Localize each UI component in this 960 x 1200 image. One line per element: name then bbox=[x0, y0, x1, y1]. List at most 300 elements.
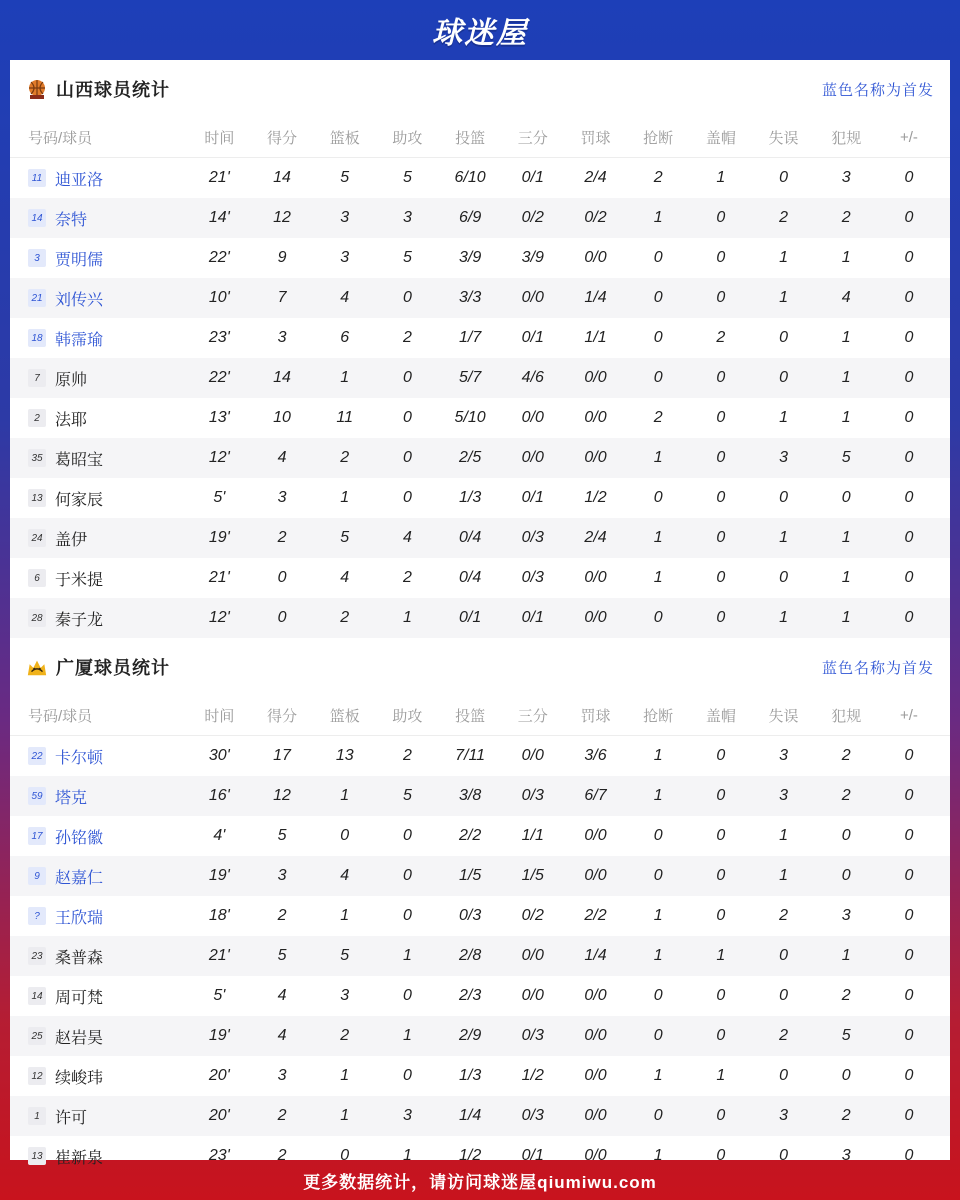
stat-cell: 2 bbox=[716, 329, 726, 346]
col-header: +/- bbox=[899, 129, 918, 146]
starter-note: 蓝色名称为首发 bbox=[821, 81, 934, 99]
stat-cell: 5 bbox=[340, 169, 350, 186]
player-cell bbox=[10, 447, 188, 470]
col-header: 篮板 bbox=[329, 130, 360, 147]
jersey-number-badge: 6 bbox=[28, 569, 46, 587]
jersey-number-badge: 2 bbox=[28, 409, 46, 427]
stat-cell: 4' bbox=[213, 827, 226, 844]
stat-cell: 0 bbox=[779, 569, 788, 586]
stat-cell: 0/3 bbox=[521, 569, 544, 586]
stat-cell: 0 bbox=[402, 369, 412, 386]
stat-cell: 10' bbox=[208, 289, 230, 306]
stat-cell: 2/2 bbox=[458, 827, 482, 844]
player-cell bbox=[10, 905, 188, 928]
stat-cell: 2 bbox=[277, 907, 287, 924]
stat-cell: 0 bbox=[904, 609, 914, 626]
stat-cell: 21' bbox=[208, 569, 230, 586]
stat-cell: 18' bbox=[208, 907, 230, 924]
stat-cell: 3 bbox=[779, 747, 788, 764]
jersey-number-badge: 3 bbox=[28, 249, 46, 267]
col-header: +/- bbox=[899, 707, 918, 724]
stat-cell: 0 bbox=[716, 1107, 726, 1124]
stat-cell: 2 bbox=[779, 1027, 788, 1044]
table-row[interactable] bbox=[10, 558, 950, 598]
stat-cell: 2 bbox=[340, 609, 350, 626]
stat-cell: 2/5 bbox=[458, 449, 482, 466]
stat-cell: 2 bbox=[653, 169, 663, 186]
stat-cell: 1/3 bbox=[458, 1067, 482, 1084]
stat-cell: 2 bbox=[340, 449, 350, 466]
stat-cell: 3 bbox=[779, 787, 788, 804]
player-cell bbox=[10, 1025, 188, 1048]
jersey-number-badge: 35 bbox=[28, 449, 46, 467]
stat-cell: 1 bbox=[653, 747, 663, 764]
player-name[interactable]: 盖伊 bbox=[55, 531, 88, 549]
table-row[interactable] bbox=[10, 318, 950, 358]
stat-cell: 0 bbox=[340, 827, 350, 844]
stat-cell: 0 bbox=[277, 609, 287, 626]
col-header: 得分 bbox=[267, 708, 298, 725]
section-header bbox=[10, 638, 950, 696]
stat-cell: 1/1 bbox=[584, 329, 607, 346]
stat-cell: 0/0 bbox=[584, 1107, 607, 1124]
stat-cell: 0 bbox=[841, 827, 851, 844]
stat-cell: 4 bbox=[277, 1027, 287, 1044]
stat-cell: 3 bbox=[277, 489, 287, 506]
stat-cell: 4 bbox=[340, 569, 350, 586]
stat-cell: 3 bbox=[340, 209, 350, 226]
stat-cell: 5 bbox=[841, 449, 851, 466]
stat-cell: 0 bbox=[716, 529, 726, 546]
table-row[interactable] bbox=[10, 398, 950, 438]
stat-cell: 1/2 bbox=[584, 489, 607, 506]
stat-cell: 0 bbox=[904, 369, 914, 386]
player-cell bbox=[10, 945, 188, 968]
table-header bbox=[10, 118, 950, 158]
stat-cell: 0/1 bbox=[521, 169, 544, 186]
col-header: 罚球 bbox=[580, 130, 611, 147]
stat-cell: 0 bbox=[402, 1067, 412, 1084]
player-name[interactable]: 何家辰 bbox=[55, 491, 104, 509]
table-row[interactable] bbox=[10, 598, 950, 638]
stat-cell: 0 bbox=[904, 409, 914, 426]
stat-cell: 2 bbox=[841, 209, 851, 226]
jersey-number-badge: 13 bbox=[28, 489, 46, 507]
stat-cell: 0 bbox=[716, 907, 726, 924]
stat-cell: 0/0 bbox=[521, 987, 544, 1004]
table-row[interactable] bbox=[10, 278, 950, 318]
stat-cell: 0 bbox=[653, 329, 663, 346]
stat-cell: 0 bbox=[653, 1107, 663, 1124]
stat-cell: 3 bbox=[841, 1147, 851, 1164]
stat-cell: 4 bbox=[402, 529, 412, 546]
stat-cell: 2/3 bbox=[458, 987, 482, 1004]
stat-cell: 9 bbox=[277, 249, 287, 266]
stat-cell: 0/0 bbox=[584, 1027, 607, 1044]
stat-cell: 0 bbox=[904, 329, 914, 346]
stat-cell: 3 bbox=[340, 987, 350, 1004]
stat-cell: 5 bbox=[402, 249, 412, 266]
stat-cell: 0 bbox=[904, 827, 914, 844]
player-name[interactable]: 韩霈瑜 bbox=[55, 331, 104, 349]
stat-cell: 0 bbox=[402, 867, 412, 884]
stat-cell: 0 bbox=[716, 987, 726, 1004]
stat-cell: 0 bbox=[904, 1147, 914, 1164]
jersey-number-badge: 11 bbox=[28, 169, 46, 187]
stat-cell: 0 bbox=[779, 1067, 788, 1084]
player-name[interactable]: 崔新泉 bbox=[55, 1149, 104, 1167]
player-name[interactable]: 葛昭宝 bbox=[55, 451, 104, 469]
stat-cell: 0/1 bbox=[521, 1147, 544, 1164]
jersey-number-badge: 14 bbox=[28, 987, 46, 1005]
stat-cell: 6 bbox=[340, 329, 350, 346]
stat-cell: 0 bbox=[653, 1027, 663, 1044]
stat-cell: 1/4 bbox=[584, 947, 607, 964]
stat-cell: 0/2 bbox=[521, 209, 544, 226]
stat-cell: 0 bbox=[841, 1067, 851, 1084]
stat-cell: 0 bbox=[904, 747, 914, 764]
stat-cell: 0 bbox=[904, 169, 914, 186]
col-header: 抢断 bbox=[643, 708, 674, 725]
table-row[interactable] bbox=[10, 478, 950, 518]
stat-cell: 3 bbox=[402, 1107, 412, 1124]
stat-cell: 19' bbox=[208, 867, 230, 884]
stat-cell: 5/10 bbox=[454, 409, 486, 426]
stat-cell: 1 bbox=[340, 1107, 350, 1124]
table-row[interactable] bbox=[10, 936, 950, 976]
stat-cell: 0/4 bbox=[458, 569, 482, 586]
stat-cell: 1 bbox=[716, 947, 726, 964]
stat-cell: 1 bbox=[402, 947, 412, 964]
stat-cell: 2/4 bbox=[584, 169, 607, 186]
player-cell bbox=[10, 567, 188, 590]
stat-cell: 0 bbox=[904, 947, 914, 964]
stat-cell: 0 bbox=[779, 329, 788, 346]
stat-cell: 0/0 bbox=[584, 867, 607, 884]
stat-cell: 0 bbox=[653, 289, 663, 306]
stat-cell: 0 bbox=[904, 907, 914, 924]
player-name[interactable]: 法耶 bbox=[55, 411, 88, 429]
stat-cell: 4 bbox=[277, 987, 287, 1004]
stat-cell: 2/9 bbox=[458, 1027, 482, 1044]
stat-cell: 0 bbox=[402, 907, 412, 924]
stat-cell: 0 bbox=[779, 1147, 788, 1164]
col-header: 三分 bbox=[517, 708, 548, 725]
stat-cell: 3 bbox=[779, 1107, 788, 1124]
jersey-number-badge: 21 bbox=[28, 289, 46, 307]
stat-cell: 0 bbox=[904, 1027, 914, 1044]
player-name[interactable]: 刘传兴 bbox=[55, 291, 104, 309]
stat-cell: 2 bbox=[841, 1107, 851, 1124]
stat-cell: 1/3 bbox=[458, 489, 482, 506]
table-row[interactable] bbox=[10, 736, 950, 776]
stat-cell: 5 bbox=[340, 947, 350, 964]
table-row[interactable] bbox=[10, 158, 950, 198]
jersey-number-badge: 23 bbox=[28, 947, 46, 965]
col-header-player: 号码/球员 bbox=[28, 130, 93, 147]
stat-cell: 0/0 bbox=[584, 609, 607, 626]
player-name[interactable]: 奈特 bbox=[55, 211, 88, 229]
stat-cell: 0/0 bbox=[584, 1067, 607, 1084]
stat-cell: 14' bbox=[208, 209, 230, 226]
team-section-shanxi bbox=[10, 60, 950, 638]
stat-cell: 0 bbox=[841, 489, 851, 506]
stat-cell: 20' bbox=[208, 1107, 230, 1124]
table-row[interactable] bbox=[10, 518, 950, 558]
stat-cell: 0 bbox=[904, 867, 914, 884]
stat-cell: 3 bbox=[779, 449, 788, 466]
stat-cell: 1 bbox=[841, 329, 851, 346]
stat-cell: 0/0 bbox=[521, 747, 544, 764]
player-cell bbox=[10, 407, 188, 430]
stat-cell: 1 bbox=[779, 867, 788, 884]
player-name[interactable]: 于米提 bbox=[55, 571, 104, 589]
stat-cell: 30' bbox=[208, 747, 230, 764]
player-name[interactable]: 塔克 bbox=[55, 789, 88, 807]
jersey-number-badge: 14 bbox=[28, 209, 46, 227]
stat-cell: 1/7 bbox=[458, 329, 482, 346]
stat-cell: 1 bbox=[841, 947, 851, 964]
table-row[interactable] bbox=[10, 896, 950, 936]
stat-cell: 12 bbox=[273, 209, 291, 226]
stat-cell: 0/0 bbox=[584, 249, 607, 266]
stat-cell: 1/4 bbox=[584, 289, 607, 306]
stat-cell: 0 bbox=[904, 529, 914, 546]
stat-cell: 10 bbox=[273, 409, 291, 426]
stat-cell: 3 bbox=[277, 1067, 287, 1084]
stat-cell: 3 bbox=[277, 329, 287, 346]
player-cell bbox=[10, 167, 188, 190]
stat-cell: 1 bbox=[340, 907, 350, 924]
stat-cell: 0/2 bbox=[521, 907, 544, 924]
stat-cell: 5 bbox=[402, 169, 412, 186]
table-row[interactable] bbox=[10, 1056, 950, 1096]
stat-cell: 3/6 bbox=[584, 747, 607, 764]
stat-cell: 0 bbox=[904, 569, 914, 586]
stat-cell: 1 bbox=[841, 569, 851, 586]
stat-cell: 0 bbox=[653, 987, 663, 1004]
stat-cell: 13 bbox=[335, 747, 354, 764]
stat-cell: 0/0 bbox=[521, 449, 544, 466]
stat-cell: 4 bbox=[340, 289, 350, 306]
player-name[interactable]: 周可梵 bbox=[55, 989, 104, 1007]
stat-cell: 0 bbox=[402, 449, 412, 466]
stat-cell: 0/0 bbox=[584, 1147, 607, 1164]
player-cell bbox=[10, 327, 188, 350]
stat-cell: 23' bbox=[208, 329, 230, 346]
stat-cell: 2/4 bbox=[584, 529, 607, 546]
stat-cell: 22' bbox=[208, 249, 230, 266]
col-header: 盖帽 bbox=[705, 708, 736, 725]
stat-cell: 5 bbox=[402, 787, 412, 804]
player-name[interactable]: 秦子龙 bbox=[55, 611, 104, 629]
player-name[interactable]: 卡尔顿 bbox=[55, 749, 104, 767]
player-name[interactable]: 桑普森 bbox=[55, 949, 104, 967]
col-header: 助攻 bbox=[392, 708, 423, 725]
stat-cell: 0 bbox=[716, 569, 726, 586]
stat-cell: 0/1 bbox=[521, 329, 544, 346]
stat-cell: 12 bbox=[273, 787, 291, 804]
jersey-number-badge: 13 bbox=[28, 1147, 46, 1165]
team-title: 山西球员统计 bbox=[56, 80, 170, 100]
stat-cell: 0 bbox=[716, 1147, 726, 1164]
table-row[interactable] bbox=[10, 358, 950, 398]
stat-cell: 3 bbox=[277, 867, 287, 884]
player-cell bbox=[10, 607, 188, 630]
stat-cell: 21' bbox=[208, 947, 230, 964]
stat-cell: 0 bbox=[716, 409, 726, 426]
table-row[interactable] bbox=[10, 816, 950, 856]
stat-cell: 1 bbox=[340, 489, 350, 506]
col-header: 篮板 bbox=[329, 708, 360, 725]
stat-cell: 1/2 bbox=[521, 1067, 544, 1084]
jersey-number-badge: 28 bbox=[28, 609, 46, 627]
stat-cell: 0 bbox=[904, 209, 914, 226]
stat-cell: 1 bbox=[779, 529, 788, 546]
player-rows bbox=[10, 736, 950, 1176]
stat-cell: 0/0 bbox=[521, 289, 544, 306]
table-row[interactable] bbox=[10, 1016, 950, 1056]
player-name[interactable]: 孙铭徽 bbox=[55, 829, 104, 847]
col-header: 得分 bbox=[267, 130, 298, 147]
stat-cell: 0 bbox=[716, 449, 726, 466]
stat-cell: 0 bbox=[340, 1147, 350, 1164]
stat-cell: 0 bbox=[653, 609, 663, 626]
stat-cell: 2 bbox=[277, 1107, 287, 1124]
stat-cell: 2 bbox=[841, 787, 851, 804]
brand-logo[interactable]: 球迷屋 bbox=[432, 17, 528, 50]
player-rows bbox=[10, 158, 950, 638]
guangsha-logo-icon bbox=[26, 656, 48, 678]
stat-cell: 2/8 bbox=[458, 947, 482, 964]
player-cell bbox=[10, 207, 188, 230]
col-header: 时间 bbox=[204, 708, 235, 725]
player-cell bbox=[10, 527, 188, 550]
brand-bar bbox=[0, 0, 960, 60]
stat-cell: 0/3 bbox=[521, 1107, 544, 1124]
table-row[interactable] bbox=[10, 856, 950, 896]
stat-cell: 21' bbox=[208, 169, 230, 186]
stat-cell: 0/0 bbox=[584, 827, 607, 844]
player-name[interactable]: 赵岩昊 bbox=[55, 1029, 104, 1047]
stat-cell: 2 bbox=[402, 747, 412, 764]
stat-cell: 0 bbox=[904, 787, 914, 804]
stat-cell: 1 bbox=[841, 529, 851, 546]
stat-cell: 1 bbox=[779, 249, 788, 266]
stat-cell: 1/5 bbox=[521, 867, 544, 884]
table-row[interactable] bbox=[10, 198, 950, 238]
stat-cell: 1 bbox=[653, 1147, 663, 1164]
col-header: 助攻 bbox=[392, 130, 423, 147]
stat-cell: 1 bbox=[340, 1067, 350, 1084]
jersey-number-badge: 12 bbox=[28, 1067, 46, 1085]
stat-cell: 2 bbox=[841, 987, 851, 1004]
stat-cell: 2 bbox=[277, 1147, 287, 1164]
col-header: 投篮 bbox=[455, 130, 486, 147]
stat-cell: 0 bbox=[402, 409, 412, 426]
col-header: 失误 bbox=[768, 130, 799, 147]
stat-cell: 0 bbox=[653, 489, 663, 506]
stat-cell: 1 bbox=[716, 1067, 726, 1084]
jersey-number-badge: 18 bbox=[28, 329, 46, 347]
jersey-number-badge: 17 bbox=[28, 827, 46, 845]
stat-cell: 1 bbox=[779, 409, 788, 426]
stat-cell: 1 bbox=[841, 409, 851, 426]
stat-cell: 0 bbox=[779, 169, 788, 186]
stat-cell: 5 bbox=[277, 947, 287, 964]
stat-cell: 13' bbox=[208, 409, 230, 426]
stat-cell: 0/3 bbox=[521, 787, 544, 804]
team-section-guangsha bbox=[10, 638, 950, 1176]
stat-cell: 1 bbox=[402, 1027, 412, 1044]
stat-cell: 5/7 bbox=[458, 369, 482, 386]
stat-cell: 0 bbox=[779, 369, 788, 386]
table-row[interactable] bbox=[10, 438, 950, 478]
stat-cell: 0/1 bbox=[458, 609, 482, 626]
stat-cell: 0/2 bbox=[584, 209, 607, 226]
starter-note: 蓝色名称为首发 bbox=[821, 659, 934, 677]
player-name[interactable]: 贾明儒 bbox=[55, 251, 104, 269]
jersey-number-badge: 9 bbox=[28, 867, 46, 885]
stat-cell: 0 bbox=[277, 569, 287, 586]
player-name[interactable]: 续峻玮 bbox=[55, 1069, 104, 1087]
stat-cell: 0/0 bbox=[521, 947, 544, 964]
stat-cell: 0 bbox=[904, 289, 914, 306]
stat-cell: 1 bbox=[779, 289, 788, 306]
stat-cell: 0 bbox=[402, 987, 412, 1004]
stat-cell: 0/3 bbox=[521, 1027, 544, 1044]
stat-cell: 1/1 bbox=[521, 827, 544, 844]
stat-cell: 12' bbox=[208, 449, 230, 466]
stat-cell: 19' bbox=[208, 529, 230, 546]
stat-cell: 3/9 bbox=[521, 249, 544, 266]
col-header: 时间 bbox=[204, 130, 235, 147]
stat-cell: 0 bbox=[402, 827, 412, 844]
stat-cell: 0 bbox=[716, 249, 726, 266]
shanxi-logo-icon bbox=[26, 78, 48, 100]
player-name[interactable]: 原帅 bbox=[55, 371, 88, 389]
stat-cell: 2/2 bbox=[584, 907, 607, 924]
stat-cell: 6/7 bbox=[584, 787, 607, 804]
stat-cell: 1 bbox=[779, 609, 788, 626]
stat-cell: 7 bbox=[277, 289, 287, 306]
stat-cell: 16' bbox=[208, 787, 230, 804]
stat-cell: 0 bbox=[904, 1107, 914, 1124]
stat-cell: 1 bbox=[841, 609, 851, 626]
table-row[interactable] bbox=[10, 1096, 950, 1136]
player-name[interactable]: 许可 bbox=[55, 1109, 88, 1127]
table-row[interactable] bbox=[10, 238, 950, 278]
stat-cell: 1 bbox=[779, 827, 788, 844]
table-row[interactable] bbox=[10, 976, 950, 1016]
col-header: 抢断 bbox=[643, 130, 674, 147]
stat-cell: 0 bbox=[841, 867, 851, 884]
stat-cell: 14 bbox=[273, 369, 291, 386]
player-name[interactable]: 赵嘉仁 bbox=[55, 869, 104, 887]
stat-cell: 5 bbox=[841, 1027, 851, 1044]
table-row[interactable] bbox=[10, 776, 950, 816]
stat-cell: 0 bbox=[904, 449, 914, 466]
player-name[interactable]: 王欣瑞 bbox=[55, 909, 104, 927]
stat-cell: 0 bbox=[653, 249, 663, 266]
stat-cell: 0 bbox=[653, 827, 663, 844]
stat-cell: 1 bbox=[340, 787, 350, 804]
stat-cell: 0 bbox=[779, 987, 788, 1004]
footer-link[interactable]: 更多数据统计，请访问球迷屋qiumiwu.com bbox=[303, 1172, 657, 1192]
player-name[interactable]: 迪亚洛 bbox=[55, 171, 104, 189]
stat-cell: 0/0 bbox=[584, 449, 607, 466]
stat-cell: 2 bbox=[841, 747, 851, 764]
